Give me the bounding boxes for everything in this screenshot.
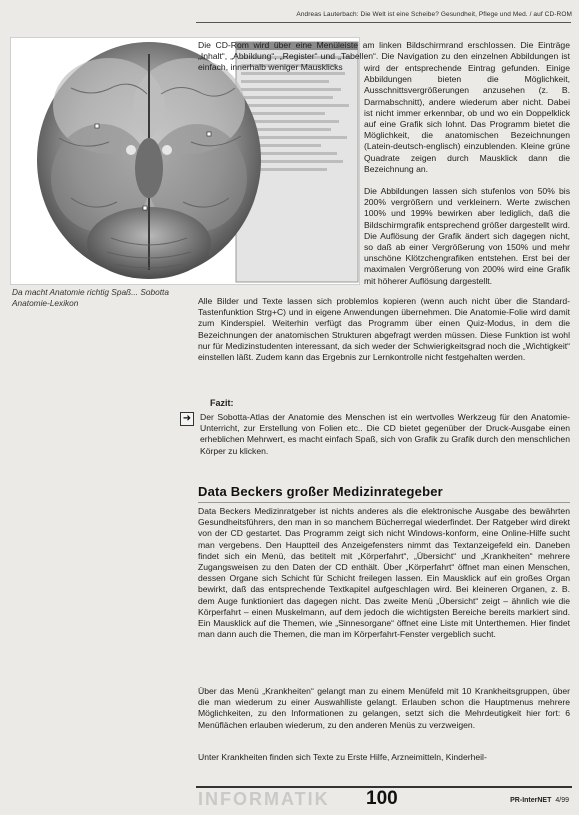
magazine-name (510, 797, 569, 804)
beckers-paragraph-3: Unter Krankheiten finden sich Texte zu Erste Hilfe, Arzneimitteln, Kinderheil- (198, 752, 487, 762)
header-rule (196, 22, 571, 23)
figure-screenshot (10, 37, 360, 285)
footer-section-title: INFORMATIK (198, 789, 330, 809)
intro-paragraph-right: wird der entsprechende Eintrag gefunden. Einige Abbildungen bieten die Möglichkeit, Ausschnittsvergrößerungen anzusehen (z. B. Darmabschnitt), andere wiederum aber nicht. Dabei ist nicht immer erkennbar, ob und wo ein Doppelklick auf eine Grafik sich lohnt. Das Programm bietet die Möglichkeit, die anatomischen Bezeichnungen (Latein-deutsch-englisch) einzublenden. Kleine grüne Quadrate zeigen durch Mausklick dann die Bezeichnung an. (364, 63, 570, 174)
beckers-paragraph-2: Über das Menü „Krankheiten“ gelangt man zu einem Menüfeld mit 10 Krankheitsgruppen, über die man wiederum zu einer Auswahlliste gelangt. Erlauben schon die Hauptmenus mehrere Möglichkeiten, zu den Informationen zu gelangen, setzt sich die Mehrdeutigkeit hier fort: 6 Menüflächen erlauben wiederum, zu den anderen Menüs zu verzweigen. (198, 686, 570, 730)
running-head: Andreas Lauterbach: Die Welt ist eine Scheibe? Gesundheit, Pflege und Med. / auf CD-ROM (296, 11, 572, 18)
figure-caption: Da macht Anatomie richtig Spaß... Sobotta Anatomie-Lexikon (12, 287, 169, 308)
magazine-title: PR-InterNET (510, 797, 552, 804)
abbildungen-paragraph: Die Abbildungen lassen sich stufenlos von 50% bis 200% vergrößern und verkleinern. Werte zwischen 100% und 199% bewirken aber lediglich, daß die Bildschirmgrafik entsprechend größer dargestellt wird. Die Auflösung der Grafik ändert sich dagegen nicht, so daß ab einer Vergrößerung von 150% und mehr unschöne Klötzchengrafiken entstehen. Erst bei der maximalen Vergrößerung von 200% wird eine Grafik mit höherer Auflösung dargestellt. (364, 186, 570, 286)
issue-number: 4/99 (555, 797, 569, 804)
section-rule (198, 502, 570, 503)
bilder-texte-paragraph: Alle Bilder und Texte lassen sich problemlos kopieren (wenn auch nicht über die Standard-Tastenfunktion Strg+C) und in eigene Anwendungen übernehmen. Die Anatomie-Folie wird damit zum Kinderspiel. Weiterhin verfügt das Programm über einen Quiz-Modus, in dem die Bezeichnungen der anatomischen Strukturen abgefragt werden müssen. Diese Funktion ist wohl nur für Medizinstudenten interessant, da sich weder der Schwierigkeitsgrad noch die „Wichtigkeit“ einstellen läßt. Zudem kann das Ergebnis zur Lernkontrolle nicht festgehalten werden. (198, 296, 570, 363)
beckers-paragraph-1: Data Beckers Medizinratgeber ist nichts anderes als die elektronische Ausgabe des bewährten Gesundheitsführers, den man in so manchem Bücherregal wiederfindet. Der Ratgeber wird direkt von der CD gestartet. Das Programm zeigt sich nicht Windows-konform, eine Online-Hilfe sucht man vergebens. Den Hauptteil des Anzeigefensters nimmt das Textanzeigefeld ein. Daneben findet sich ein Menü, das betitelt mit „Körperfahrt“, „Übersicht“ und „Krankheiten“ mehrere Zugangsweisen zu den Daten der CD enthält. Über „Körperfahrt“ öffnet man einen Menschen, dessen Organe sich Schicht für Schicht freilegen lassen. Ein Mausklick auf ein großes Organ bewirkt, daß das entsprechende Textkapitel aufgeschlagen wird. Bei kleineren Organen, z. B. dem Auge funktioniert das dagegen nicht. Das zweite Menü „Übersicht“ zeigt – ähnlich wie die Körperfahrt – einen Muskelmann, auf dem jedoch die wichtigsten Bereiche bereits markiert sind. Ein Mausklick auf die Themen, wie „Sinnesorgane“ öffnet eine Liste mit Unterthemen. Hier findet man dann auch die Themen, die man im Körperfahrt-Fenster vergeblich sucht. (198, 506, 570, 640)
fazit-heading: Fazit: (210, 398, 234, 408)
page-number: 100 (366, 788, 398, 809)
intro-paragraph-top: Die CD-Rom wird über eine Menüleiste am linken Bildschirmrand erschlossen. Die Einträge „Inhalt“, „Abbildung“, „Register“ und „Tabellen“. Die Navigation zu den einzelnen Abbildungen ist einfach, innerhalb weniger Mausklicks (198, 40, 570, 73)
fazit-paragraph: Der Sobotta-Atlas der Anatomie des Menschen ist ein wertvolles Werkzeug für den Anatomie-Unterricht, zur Erstellung von Folien etc.. Die CD bietet gegenüber der Druck-Ausgabe einen erheblichen Mehrwert, es macht einfach Spaß, sich von Grafik zu Grafik durch den menschlichen Körper zu klicken. (200, 412, 570, 456)
arrow-right-icon: ➜ (180, 412, 194, 426)
brain-anatomy-image (11, 38, 360, 285)
section-heading: Data Beckers großer Medizinrategeber (198, 484, 443, 499)
